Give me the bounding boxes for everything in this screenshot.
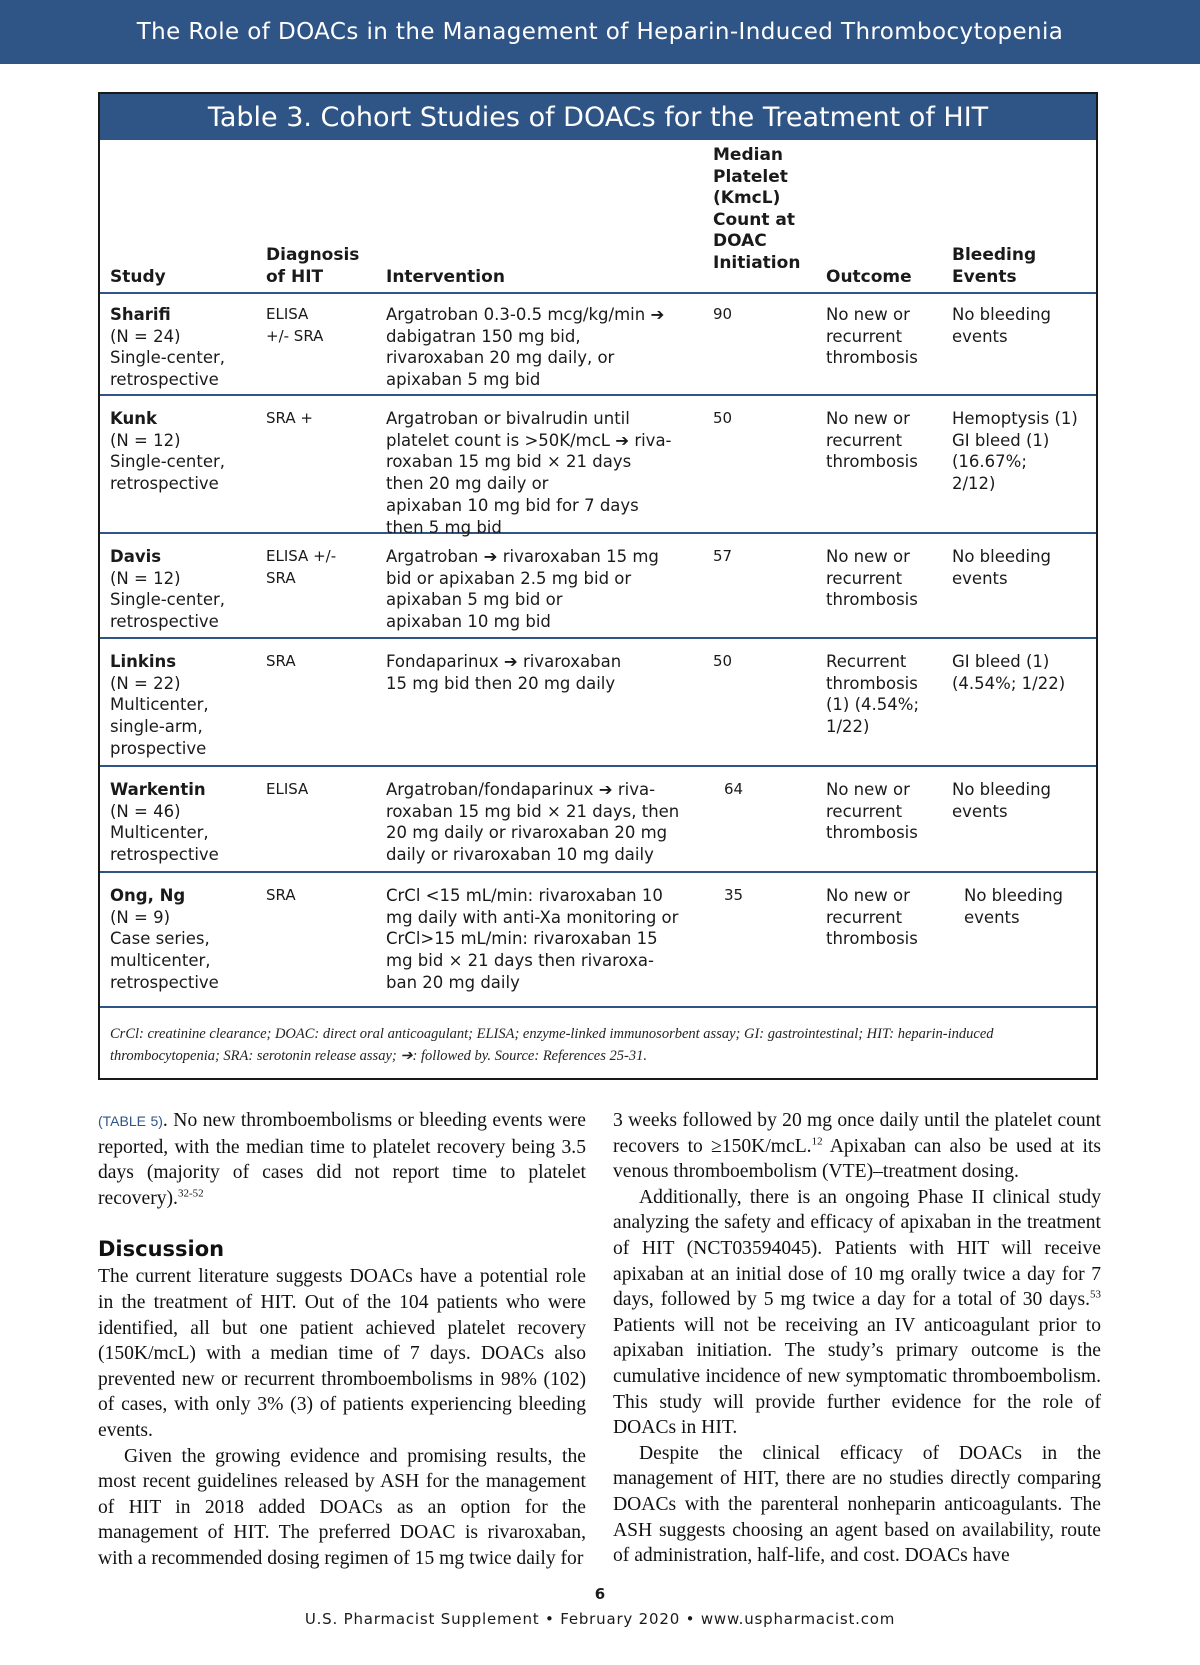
- col-header-intervention: Intervention: [386, 266, 505, 287]
- table-row: [100, 873, 1096, 1008]
- intervention-cell: Fondaparinux ➔ rivaroxaban 15 mg bid then 20 mg daily: [386, 652, 622, 693]
- intervention-cell: Argatroban or bivalrudin until platelet count is >50K/mcL ➔ riva- roxaban 15 mg bid × 21 days then 20 mg daily or apixaban 10 mg bid for 7 days then 5 mg bid: [386, 409, 672, 537]
- paragraph-text: Apixaban can also be used at its venous thromboembolism (VTE)–treatment dosing.: [613, 1135, 1101, 1183]
- table-3: [98, 92, 1098, 1080]
- study-cell: [110, 546, 225, 633]
- outcome-cell: No new or recurrent thrombosis: [826, 409, 918, 472]
- col-header-bleeding: Bleeding Events: [952, 245, 1037, 287]
- col-header-outcome: Outcome: [826, 266, 912, 287]
- diagnosis-cell: SRA +: [266, 409, 313, 427]
- intervention-cell: Argatroban/fondaparinux ➔ riva- roxaban 15 mg bid × 21 days, then 20 mg daily or rivaroxaban 20 mg daily or rivaroxaban 10 mg daily: [386, 780, 680, 865]
- outcome-cell: Recurrent thrombosis (1) (4.54%; 1/22): [826, 652, 920, 737]
- intervention-cell: CrCl <15 mL/min: rivaroxaban 10 mg daily with anti-Xa monitoring or CrCl>15 mL/min: rivaroxaban 15 mg bid × 21 days then rivaroxa- ban 20 mg daily: [386, 886, 679, 992]
- study-cell: [110, 304, 225, 391]
- col-header-diagnosis: Diagnosis of HIT: [266, 245, 360, 287]
- platelet-cell: 90: [713, 305, 733, 323]
- table-row: [100, 534, 1096, 639]
- study-details: (N = 24) Single-center, retrospective: [110, 326, 226, 390]
- bleeding-cell: No bleeding events: [952, 547, 1052, 588]
- left-column: [98, 1108, 586, 1572]
- page-number: 6: [594, 1585, 606, 1603]
- discussion-heading: Discussion: [98, 1237, 225, 1262]
- diagnosis-cell: ELISA +/- SRA: [266, 305, 324, 345]
- col-header-platelet: Median Platelet (KmcL) Count at DOAC Initiation: [713, 145, 801, 273]
- paragraph-text: Additionally, there is an ongoing Phase II clinical study analyzing the safety and efficacy of apixaban in the treatment of HIT (NCT03594045). Patients with HIT will receive apixaban at an initial dose of 10 mg orally twice a day for 7 days, followed by 5 mg twice a day for a total of 30 days.: [613, 1186, 1101, 1311]
- platelet-cell: 50: [713, 409, 733, 427]
- intervention-cell: Argatroban ➔ rivaroxaban 15 mg bid or apixaban 2.5 mg bid or apixaban 5 mg bid or apixaban 10 mg bid: [386, 547, 659, 632]
- running-header: [0, 0, 1200, 64]
- paragraph-text: . No new thromboembolisms or bleeding events were reported, with the median time to platelet recovery being 3.5 days (majority of cases did not report time to platelet recovery).: [98, 1110, 587, 1209]
- diagnosis-cell: ELISA +/- SRA: [266, 547, 337, 587]
- paragraph-text: Given the growing evidence and promising results, the most recent guidelines released by ASH for the management of HIT in 2018 added DOACs as an option for the management of HIT. The preferred DOAC is rivaroxaban, with a recommended dosing regimen of 15 mg twice daily for: [98, 1445, 586, 1569]
- outcome-cell: No new or recurrent thrombosis: [826, 547, 918, 610]
- bleeding-cell: No bleeding events: [952, 780, 1052, 821]
- paragraph-text: Despite the clinical efficacy of DOACs in the management of HIT, there are no studies directly comparing DOACs with the parenteral nonheparin anticoagulants. The ASH suggests choosing an agent based on availability, route of administration, half-life, and cost. DOACs have: [613, 1442, 1101, 1567]
- bleeding-cell: No bleeding events: [964, 886, 1064, 927]
- outcome-cell: No new or recurrent thrombosis: [826, 305, 918, 368]
- study-cell: [110, 408, 225, 495]
- diagnosis-cell: SRA: [266, 886, 296, 904]
- diagnosis-cell: ELISA: [266, 780, 309, 798]
- bleeding-cell: No bleeding events: [952, 305, 1052, 346]
- study-details: (N = 22) Multicenter, single-arm, prospective: [110, 673, 209, 758]
- platelet-cell: 64: [724, 780, 744, 798]
- platelet-cell: 50: [713, 652, 733, 670]
- table-header-row: [100, 140, 1096, 294]
- study-name: Warkentin: [110, 780, 206, 799]
- study-details: (N = 9) Case series, multicenter, retrospective: [110, 907, 219, 992]
- study-details: (N = 12) Single-center, retrospective: [110, 568, 226, 632]
- diagnosis-cell: SRA: [266, 652, 296, 670]
- table-title: Table 3. Cohort Studies of DOACs for the Treatment of HIT: [100, 94, 1096, 140]
- paragraph-text: Patients will not be receiving an IV anticoagulant prior to apixaban initiation. The study’s primary outcome is the cumulative incidence of new symptomatic thromboembolism. This study will provide further evidence for the role of DOACs in HIT.: [613, 1314, 1101, 1439]
- paragraph-text: 3 weeks followed by 20 mg once daily until the platelet count recovers to ≥150K/mcL.: [613, 1110, 1101, 1157]
- study-name: Davis: [110, 547, 162, 566]
- paragraph-text: The current literature suggests DOACs have a potential role in the treatment of HIT. Out of the 104 patients who were identified, all but one patient achieved platelet recovery (150K/mcL) with a median time of 7 days. DOACs also prevented new or recurrent thromboembolisms in 98% (102) of cases, with only 3% (3) of patients experiencing bleeding events.: [98, 1266, 586, 1441]
- study-cell: [110, 779, 219, 866]
- citation: 32-52: [177, 1187, 204, 1200]
- bleeding-cell: GI bleed (1) (4.54%; 1/22): [952, 652, 1066, 693]
- study-details: (N = 12) Single-center, retrospective: [110, 430, 226, 494]
- study-cell: [110, 651, 209, 760]
- table-row: [100, 639, 1096, 767]
- col-header-study: Study: [110, 266, 166, 287]
- platelet-cell: 57: [713, 547, 733, 565]
- right-column: [613, 1108, 1101, 1569]
- table-footnote: CrCl: creatinine clearance; DOAC: direct oral anticoagulant; ELISA; enzyme-linked immunosorbent assay; GI: gastrointestinal; HIT: heparin-induced thrombocytopenia; SRA: serotonin release assay; ➔: followed by. Source: References 25-31.: [110, 1026, 994, 1064]
- table-5-reference-link[interactable]: (TABLE 5): [98, 1113, 163, 1129]
- study-cell: [110, 885, 219, 994]
- citation: 12: [811, 1135, 823, 1148]
- intervention-cell: Argatroban 0.3-0.5 mcg/kg/min ➔ dabigatran 150 mg bid, rivaroxaban 20 mg daily, or apixaban 5 mg bid: [386, 305, 665, 390]
- table-row: [100, 292, 1096, 396]
- running-header-title: The Role of DOACs in the Management of Heparin-Induced Thrombocytopenia: [136, 19, 1064, 45]
- citation: 53: [1090, 1288, 1101, 1301]
- page-footer: U.S. Pharmacist Supplement • February 2020 • www.uspharmacist.com: [304, 1610, 896, 1628]
- platelet-cell: 35: [724, 886, 744, 904]
- study-name: Ong, Ng: [110, 886, 186, 905]
- table-row: [100, 767, 1096, 873]
- study-name: Sharifi: [110, 305, 171, 324]
- study-name: Kunk: [110, 409, 157, 428]
- table-row: [100, 396, 1096, 537]
- outcome-cell: No new or recurrent thrombosis: [826, 886, 918, 949]
- bleeding-cell: Hemoptysis (1) GI bleed (1) (16.67%; 2/12): [952, 409, 1078, 494]
- study-name: Linkins: [110, 652, 177, 671]
- outcome-cell: No new or recurrent thrombosis: [826, 780, 918, 843]
- study-details: (N = 46) Multicenter, retrospective: [110, 801, 219, 865]
